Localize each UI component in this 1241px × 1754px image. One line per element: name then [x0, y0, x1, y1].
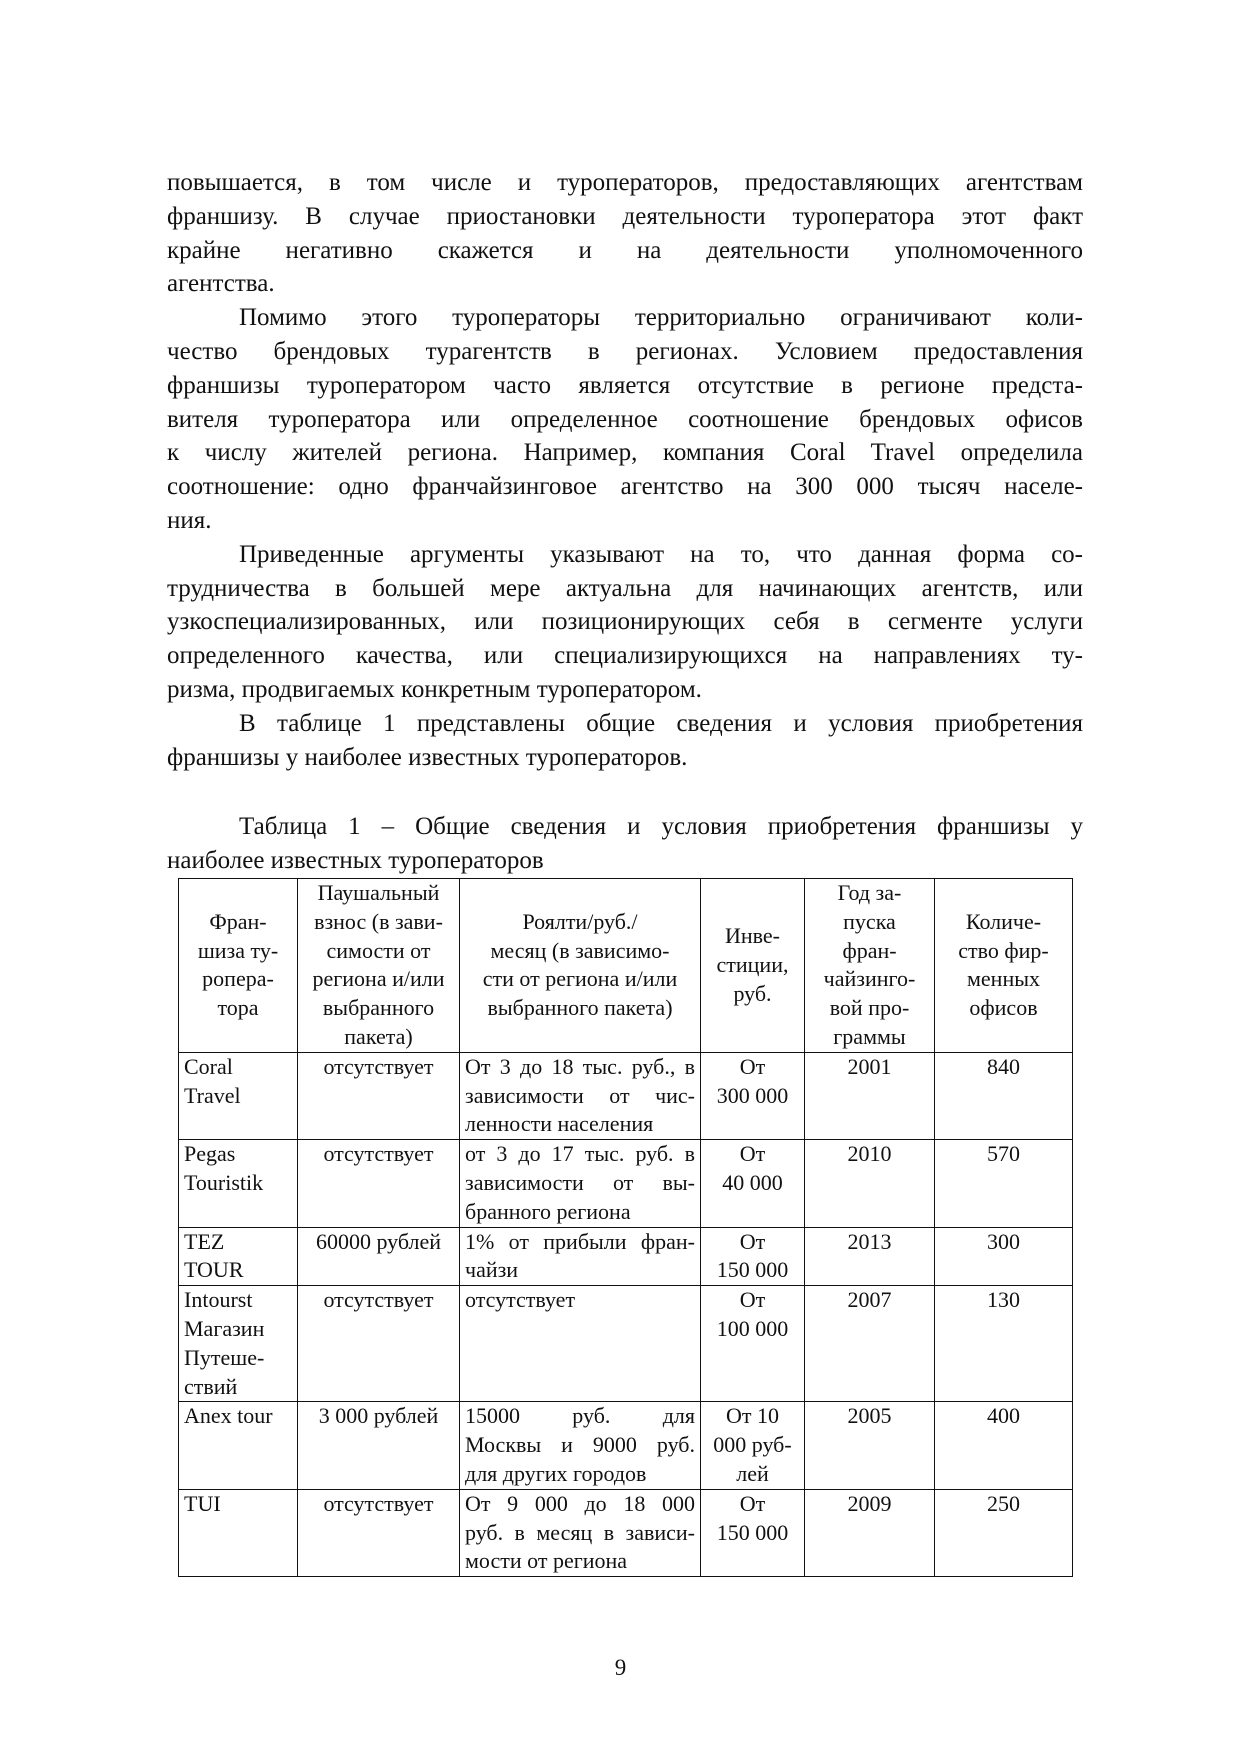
text-line: Touristik [184, 1169, 264, 1195]
text-line: 130 [987, 1287, 1020, 1313]
text-line: Роялти/руб./ [522, 908, 638, 934]
table-cell [805, 1402, 935, 1489]
text-line: 2010 [847, 1141, 892, 1167]
table-cell [935, 1227, 1073, 1286]
text-line: вителя туроператора или определенное соотношение брендовых офисов [167, 405, 1083, 433]
text-line: к числу жителей региона. Например, компания Coral Travel определила [167, 439, 1083, 467]
table-cell [935, 1052, 1073, 1139]
table-row [179, 1286, 1073, 1402]
table-cell [298, 1140, 460, 1227]
table-row [179, 1489, 1073, 1576]
table-cell [701, 1227, 805, 1286]
table-cell [179, 1402, 298, 1489]
text-line: От 3 до 18 тыс. руб., в [465, 1053, 695, 1079]
text-line: стиции, [716, 951, 789, 977]
table-row [179, 1402, 1073, 1489]
text-line: франшизу. В случае приостановки деятельности туроператора этот факт [167, 202, 1083, 230]
page-number: 9 [614, 1655, 627, 1680]
table-cell [460, 1140, 701, 1227]
text-line: От 10 [725, 1403, 779, 1429]
text-line: соотношение: одно франчайзинговое агентство на 300 000 тысяч населе- [167, 473, 1083, 501]
table-cell [298, 1402, 460, 1489]
table-cell [805, 1140, 935, 1227]
text-line: повышается, в том числе и туроператоров, предоставляющих агентствам [167, 169, 1083, 196]
text-line: чество брендовых турагентств в регионах. Условием предоставления [167, 337, 1083, 365]
text-line: TEZ [184, 1228, 225, 1254]
text-line: шиза ту- [197, 937, 279, 963]
column-header [805, 879, 935, 1053]
text-line: От 9 000 до 18 000 [465, 1490, 695, 1516]
text-line: Coral [184, 1053, 233, 1079]
table-cell [460, 1227, 701, 1286]
text-line: 300 000 [716, 1082, 789, 1108]
text-line: Приведенные аргументы указывают на то, что данная форма со- [239, 540, 1083, 568]
text-line: чайзинго- [823, 966, 916, 992]
text-line: Travel [184, 1082, 241, 1108]
text-line: выбранного [322, 995, 435, 1021]
text-line: граммы [833, 1023, 906, 1049]
table-cell [935, 1140, 1073, 1227]
text-line: 150 000 [716, 1519, 789, 1545]
text-line: 2001 [847, 1053, 892, 1079]
table-cell [298, 1286, 460, 1402]
text-line: 40 000 [722, 1169, 783, 1195]
text-line: 2005 [847, 1403, 892, 1429]
column-header [179, 879, 298, 1053]
table-caption [167, 810, 1083, 878]
text-line: трудничества в большей мере актуальна для начинающих агентств, или [167, 574, 1083, 602]
text-line: чайзи [465, 1257, 519, 1283]
text-line: TUI [184, 1490, 221, 1516]
paragraph [167, 707, 1083, 775]
franchise-table [178, 878, 1073, 1577]
text-line: 300 [987, 1228, 1020, 1254]
text-line: отсутствует [323, 1490, 434, 1516]
text-line: ленности населения [465, 1111, 654, 1137]
text-line: 250 [987, 1490, 1020, 1516]
text-line: взнос (в зави- [314, 908, 443, 934]
text-line: отсутствует [465, 1287, 576, 1313]
text-line: зависимости от вы- [465, 1169, 695, 1195]
table-cell [805, 1052, 935, 1139]
table-cell [805, 1489, 935, 1576]
table-cell [935, 1286, 1073, 1402]
body-text [167, 166, 1083, 774]
table-cell [701, 1052, 805, 1139]
column-header [701, 879, 805, 1053]
text-line: Москвы и 9000 руб. [465, 1432, 695, 1458]
text-line: выбранного пакета) [487, 995, 673, 1021]
text-line: пакета) [344, 1023, 413, 1049]
text-line: 2013 [847, 1228, 892, 1254]
text-line: крайне негативно скажется и на деятельности уполномоченного [167, 236, 1083, 264]
text-line: от 3 до 17 тыс. руб. в [465, 1141, 695, 1167]
text-line: 400 [987, 1403, 1020, 1429]
text-line: Магазин [184, 1315, 265, 1341]
text-line: Pegas [184, 1141, 236, 1167]
paragraph [167, 301, 1083, 538]
table-cell [460, 1052, 701, 1139]
table-cell [701, 1402, 805, 1489]
table-cell [298, 1227, 460, 1286]
table-cell [701, 1286, 805, 1402]
text-line: определенного качества, или специализирующихся на направлениях ту- [167, 642, 1083, 670]
text-line: франшизы у наиболее известных туроператоров. [167, 743, 688, 771]
text-line: 1% от прибыли фран- [465, 1228, 695, 1254]
text-line: ство фир- [958, 937, 1049, 963]
text-line: 570 [987, 1141, 1020, 1167]
text-line: Таблица 1 – Общие сведения и условия приобретения франшизы у [239, 813, 1083, 840]
text-line: ния. [167, 506, 212, 534]
text-line: От [739, 1228, 766, 1254]
table-cell [179, 1489, 298, 1576]
text-line: тора [217, 995, 259, 1021]
table-cell [298, 1489, 460, 1576]
text-line: От [739, 1287, 766, 1313]
text-line: лей [736, 1460, 769, 1486]
table-cell [935, 1489, 1073, 1576]
text-line: региона и/или [312, 966, 445, 992]
text-line: офисов [969, 995, 1038, 1021]
table-cell [701, 1489, 805, 1576]
text-line: отсутствует [323, 1287, 434, 1313]
table-cell [460, 1286, 701, 1402]
column-header [298, 879, 460, 1053]
table-row [179, 1227, 1073, 1286]
text-line: ропера- [202, 966, 274, 992]
table-row [179, 1140, 1073, 1227]
text-line: 60000 рублей [315, 1228, 442, 1254]
text-line: Фран- [209, 908, 267, 934]
paragraph [167, 538, 1083, 707]
text-line: Intourst [184, 1287, 253, 1313]
text-line: мости от региона [465, 1548, 628, 1574]
text-line: 15000 руб. для [465, 1403, 695, 1429]
text-line: 150 000 [716, 1257, 789, 1283]
text-line: 2009 [847, 1490, 892, 1516]
table-cell [460, 1489, 701, 1576]
text-line: 840 [987, 1053, 1020, 1079]
table-cell [179, 1052, 298, 1139]
text-line: Количе- [965, 908, 1042, 934]
table-cell [179, 1286, 298, 1402]
text-line: отсутствует [323, 1141, 434, 1167]
text-line: сти от региона и/или [482, 966, 678, 992]
table-header-row [179, 879, 1073, 1053]
text-line: От [739, 1053, 766, 1079]
text-line: узкоспециализированных, или позиционирующих себя в сегменте услуги [167, 608, 1083, 636]
text-line: ризма, продвигаемых конкретным туроператором. [167, 675, 702, 703]
column-header [935, 879, 1073, 1053]
text-line: симости от [326, 937, 431, 963]
text-line: Anex tour [184, 1403, 273, 1429]
table-cell [805, 1227, 935, 1286]
column-header [460, 879, 701, 1053]
text-line: От [739, 1490, 766, 1516]
text-line: вой про- [829, 995, 910, 1021]
text-line: руб. в месяц в зависи- [465, 1519, 695, 1545]
table-cell [701, 1140, 805, 1227]
text-line: Помимо этого туроператоры территориально ограничивают коли- [239, 304, 1083, 332]
table-cell [298, 1052, 460, 1139]
table-cell [805, 1286, 935, 1402]
text-line: наиболее известных туроператоров [167, 846, 544, 874]
text-line: 100 000 [716, 1315, 789, 1341]
text-line: для других городов [465, 1460, 647, 1486]
text-line: Путеше- [184, 1344, 265, 1370]
text-line: отсутствует [323, 1053, 434, 1079]
table-row [179, 1052, 1073, 1139]
text-line: В таблице 1 представлены общие сведения и условия приобретения [239, 709, 1083, 737]
text-line: руб. [733, 980, 772, 1006]
text-line: бранного региона [465, 1198, 631, 1224]
text-line: Паушальный [317, 880, 440, 905]
text-line: 000 руб- [713, 1432, 792, 1458]
text-line: агентства. [167, 270, 275, 298]
text-line: зависимости от чис- [465, 1082, 695, 1108]
paragraph [167, 166, 1083, 301]
table-cell [179, 1227, 298, 1286]
text-line: Год за- [837, 880, 902, 905]
text-line: 3 000 рублей [318, 1403, 439, 1429]
text-line: TOUR [184, 1257, 244, 1283]
text-line: 2007 [847, 1287, 892, 1313]
text-line: месяц (в зависимо- [490, 937, 670, 963]
table-cell [460, 1402, 701, 1489]
text-line: От [739, 1141, 766, 1167]
text-line: франшизы туроператором часто является отсутствие в регионе предста- [167, 371, 1083, 399]
table-cell [935, 1402, 1073, 1489]
text-line: пуска [843, 908, 896, 934]
text-line: ствий [184, 1373, 238, 1399]
text-line: менных [966, 966, 1040, 992]
text-line: фран- [842, 937, 897, 963]
text-line: Инве- [724, 923, 780, 949]
table-cell [179, 1140, 298, 1227]
